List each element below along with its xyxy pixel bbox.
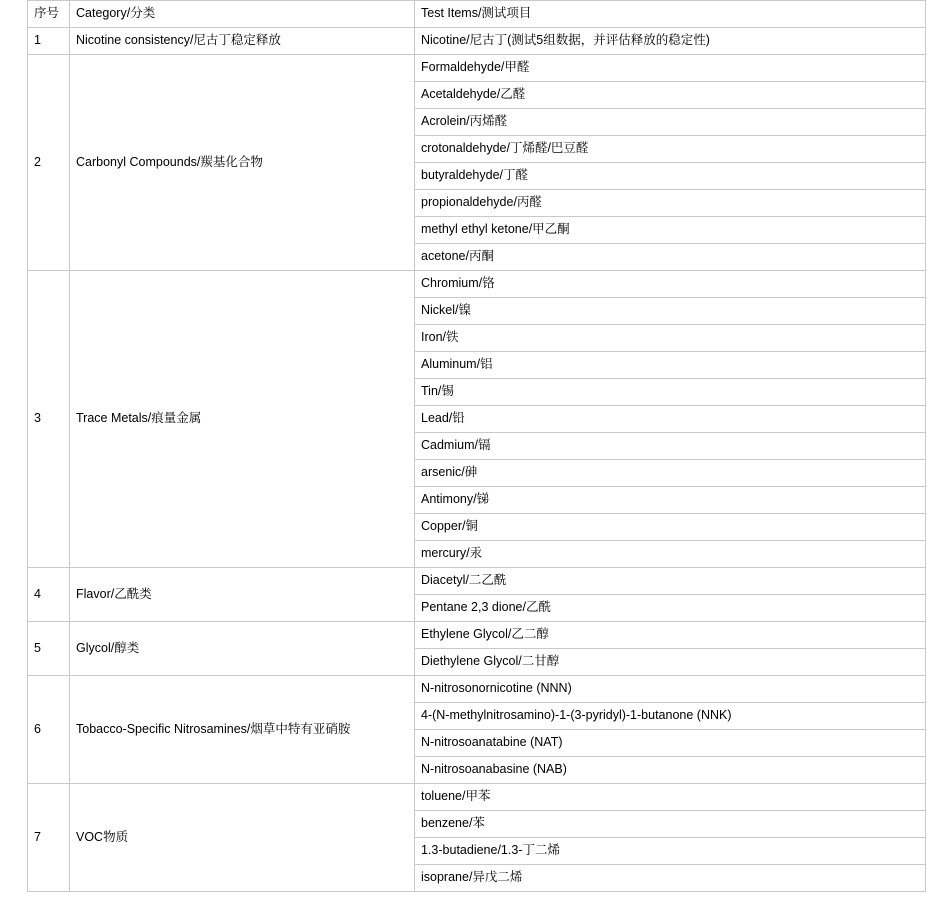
test-item-cell: propionaldehyde/丙醛	[415, 190, 926, 217]
test-item-cell: Cadmium/镉	[415, 433, 926, 460]
test-item-cell: Diethylene Glycol/二甘醇	[415, 649, 926, 676]
test-item-cell: 1.3-butadiene/1.3-丁二烯	[415, 838, 926, 865]
category-cell: Glycol/醇类	[70, 622, 415, 676]
test-item-cell: methyl ethyl ketone/甲乙酮	[415, 217, 926, 244]
category-cell: Nicotine consistency/尼古丁稳定释放	[70, 28, 415, 55]
test-item-cell: crotonaldehyde/丁烯醛/巴豆醛	[415, 136, 926, 163]
test-item-cell: Nickel/镍	[415, 298, 926, 325]
test-item-cell: 4-(N-methylnitrosamino)-1-(3-pyridyl)-1-butanone (NNK)	[415, 703, 926, 730]
table-row	[28, 568, 926, 595]
table-row	[28, 676, 926, 703]
table-body	[28, 1, 926, 892]
row-number-cell: 1	[28, 28, 70, 55]
row-number-cell: 5	[28, 622, 70, 676]
table-row	[28, 784, 926, 811]
category-cell: Flavor/乙酰类	[70, 568, 415, 622]
row-number-cell: 3	[28, 271, 70, 568]
test-item-cell: Tin/锡	[415, 379, 926, 406]
category-cell: VOC物质	[70, 784, 415, 892]
test-item-cell: Iron/铁	[415, 325, 926, 352]
test-item-cell: Diacetyl/二乙酰	[415, 568, 926, 595]
category-cell: Trace Metals/痕量金属	[70, 271, 415, 568]
test-item-cell: Ethylene Glycol/乙二醇	[415, 622, 926, 649]
table-header-row	[28, 1, 926, 28]
test-item-cell: butyraldehyde/丁醛	[415, 163, 926, 190]
test-item-cell: Nicotine/尼古丁(测试5组数据，并评估释放的稳定性)	[415, 28, 926, 55]
category-cell: Carbonyl Compounds/羰基化合物	[70, 55, 415, 271]
test-item-cell: Antimony/锑	[415, 487, 926, 514]
category-cell: Tobacco-Specific Nitrosamines/烟草中特有亚硝胺	[70, 676, 415, 784]
row-number-cell: 7	[28, 784, 70, 892]
test-item-cell: Formaldehyde/甲醛	[415, 55, 926, 82]
test-item-cell: Acrolein/丙烯醛	[415, 109, 926, 136]
test-item-cell: Copper/铜	[415, 514, 926, 541]
test-item-cell: Aluminum/铝	[415, 352, 926, 379]
test-item-cell: benzene/苯	[415, 811, 926, 838]
test-item-cell: N-nitrosoanabasine (NAB)	[415, 757, 926, 784]
column-header-no: 序号	[28, 1, 70, 28]
row-number-cell: 4	[28, 568, 70, 622]
column-header-category: Category/分类	[70, 1, 415, 28]
table-row	[28, 271, 926, 298]
test-items-table	[27, 0, 926, 892]
row-number-cell: 6	[28, 676, 70, 784]
test-item-cell: acetone/丙酮	[415, 244, 926, 271]
test-item-cell: N-nitrosonornicotine (NNN)	[415, 676, 926, 703]
test-item-cell: Pentane 2,3 dione/乙酰	[415, 595, 926, 622]
test-item-cell: arsenic/砷	[415, 460, 926, 487]
table-row	[28, 28, 926, 55]
test-item-cell: Lead/铅	[415, 406, 926, 433]
test-item-cell: Chromium/铬	[415, 271, 926, 298]
test-item-cell: mercury/汞	[415, 541, 926, 568]
test-item-cell: isoprane/异戊二烯	[415, 865, 926, 892]
test-item-cell: Acetaldehyde/乙醛	[415, 82, 926, 109]
table-row	[28, 622, 926, 649]
test-item-cell: N-nitrosoanatabine (NAT)	[415, 730, 926, 757]
column-header-items: Test Items/测试项目	[415, 1, 926, 28]
row-number-cell: 2	[28, 55, 70, 271]
table-row	[28, 55, 926, 82]
test-item-cell: toluene/甲苯	[415, 784, 926, 811]
